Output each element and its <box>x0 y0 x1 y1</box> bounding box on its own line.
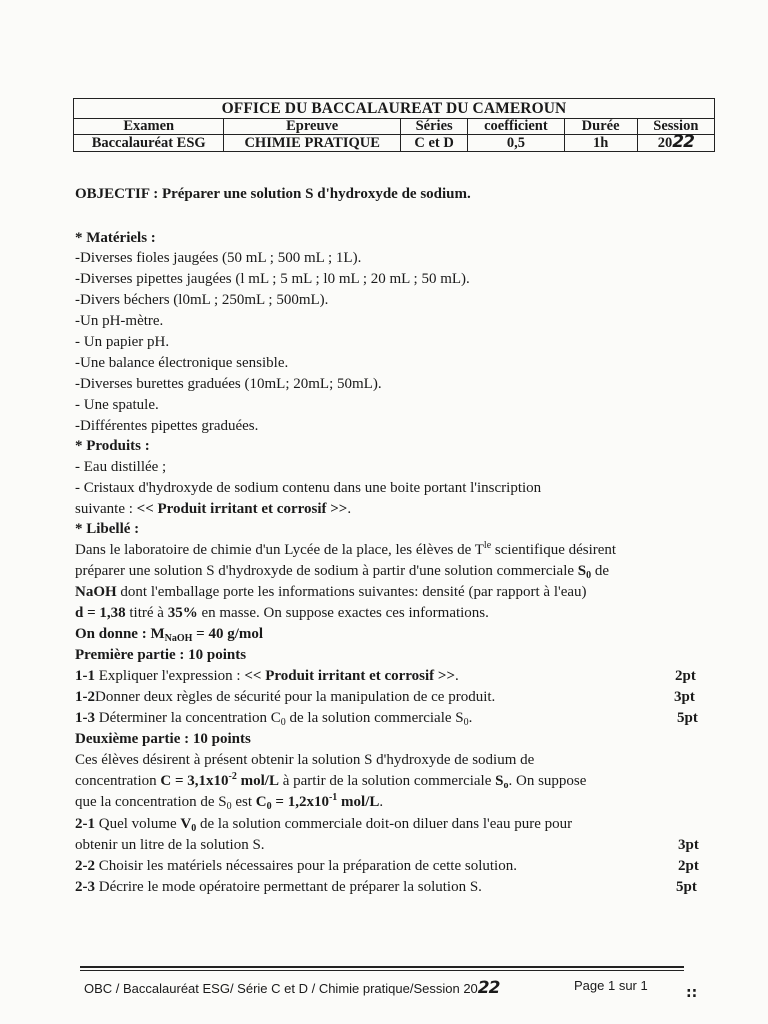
partie2-line: Ces élèves désirent à présent obtenir la solution S d'hydroxyde de sodium de <box>75 752 535 768</box>
question-2-3: 2-3 Décrire le mode opératoire permettant de préparer la solution S. <box>75 879 482 895</box>
val-series: C et D <box>400 135 467 152</box>
val-duree: 1h <box>564 135 637 152</box>
produit-item: - Cristaux d'hydroxyde de sodium contenu dans une boite portant l'inscription <box>75 480 542 496</box>
question-2-1: 2-1 Quel volume $V_0$ de la solution commerciale doit-on diluer dans l'eau pure pour <box>75 816 573 834</box>
materiel-item: - Une spatule. <box>75 397 159 413</box>
partie1-heading: Première partie : 10 points <box>75 647 247 663</box>
footer-text: OBC / Baccalauréat ESG/ Série C et D / Chimie pratique/Session 2022 <box>84 978 500 998</box>
libelle-line: d = 1,38 titré à 35% en masse. On suppose exactes ces informations. <box>75 605 489 621</box>
produits-heading: * Produits : <box>75 438 150 454</box>
produit-item: - Eau distillée ; <box>75 459 167 475</box>
materiel-item: -Diverses pipettes jaugées (l mL ; 5 mL ; l0 mL ; 20 mL ; 50 mL). <box>75 271 470 287</box>
footer-rule-thin <box>80 970 684 971</box>
col-session: Session <box>637 119 714 135</box>
materiel-item: -Diverses fioles jaugées (50 mL ; 500 mL ; 1L). <box>75 250 362 266</box>
header-table <box>73 98 715 152</box>
question-1-2: 1-2Donner deux règles de sécurité pour la manipulation de ce produit. <box>75 689 496 705</box>
materiel-item: -Divers béchers (l0mL ; 250mL ; 500mL). <box>75 292 329 308</box>
val-session: 2022 <box>637 135 714 152</box>
col-coefficient: coefficient <box>468 119 564 135</box>
val-coefficient: 0,5 <box>468 135 564 152</box>
footer-session-handwritten: 22 <box>477 978 500 998</box>
footer-rule <box>80 966 684 968</box>
libelle-line: Dans le laboratoire de chimie d'un Lycée de la place, les élèves de $T^{le}$ scientifique désirent <box>75 540 617 558</box>
scan-marks: :: <box>686 985 698 1001</box>
partie2-line: concentration $C = 3,1x10^{-2}$ mol/L à partir de la solution commerciale $S_o$. On suppose <box>75 771 587 791</box>
val-epreuve: CHIMIE PRATIQUE <box>224 135 401 152</box>
col-duree: Durée <box>564 119 637 135</box>
materiel-item: -Diverses burettes graduées (10mL; 20mL; 50mL). <box>75 376 382 392</box>
materiel-item: -Différentes pipettes graduées. <box>75 418 259 434</box>
points-2-1: 3pt <box>678 837 699 853</box>
materiels-heading: * Matériels : <box>75 230 156 246</box>
col-epreuve: Epreuve <box>224 119 401 135</box>
page-number: Page 1 sur 1 <box>574 978 648 993</box>
libelle-heading: * Libellé : <box>75 521 140 537</box>
libelle-line: NaOH dont l'emballage porte les informations suivantes: densité (par rapport à l'eau) <box>75 584 587 600</box>
col-series: Séries <box>400 119 467 135</box>
points-2-2: 2pt <box>678 858 699 874</box>
materiel-item: -Un pH-mètre. <box>75 313 164 329</box>
partie2-heading: Deuxième partie : 10 points <box>75 731 251 747</box>
question-1-1: 1-1 Expliquer l'expression : << Produit irritant et corrosif >>. <box>75 668 459 684</box>
question-2-1-cont: obtenir un litre de la solution S. <box>75 837 265 853</box>
objectif-line: OBJECTIF : Préparer une solution S d'hydroxyde de sodium. <box>75 186 471 202</box>
points-1-1: 2pt <box>675 668 696 684</box>
materiel-item: - Un papier pH. <box>75 334 170 350</box>
question-1-3: 1-3 Déterminer la concentration $C_0$ de la solution commerciale $S_0$. <box>75 710 473 728</box>
col-examen: Examen <box>74 119 224 135</box>
libelle-line: préparer une solution S d'hydroxyde de sodium à partir d'une solution commerciale $S_0$ de <box>75 563 610 581</box>
materiel-item: -Une balance électronique sensible. <box>75 355 289 371</box>
produit-item: suivante : << Produit irritant et corrosif >>. <box>75 501 352 517</box>
points-1-3: 5pt <box>677 710 698 726</box>
points-1-2: 3pt <box>674 689 695 705</box>
question-2-2: 2-2 Choisir les matériels nécessaires pour la préparation de cette solution. <box>75 858 517 874</box>
val-examen: Baccalauréat ESG <box>74 135 224 152</box>
session-handwritten: 22 <box>672 132 694 152</box>
partie2-line: que la concentration de $S_0$ est $C_0 = 1,2x10^{-1}$ mol/L. <box>75 792 384 812</box>
office-title: OFFICE DU BACCALAUREAT DU CAMEROUN <box>74 99 715 119</box>
donnee-line: On donne : $M_{NaOH} = 40$ g/mol <box>75 626 264 644</box>
points-2-3: 5pt <box>676 879 697 895</box>
